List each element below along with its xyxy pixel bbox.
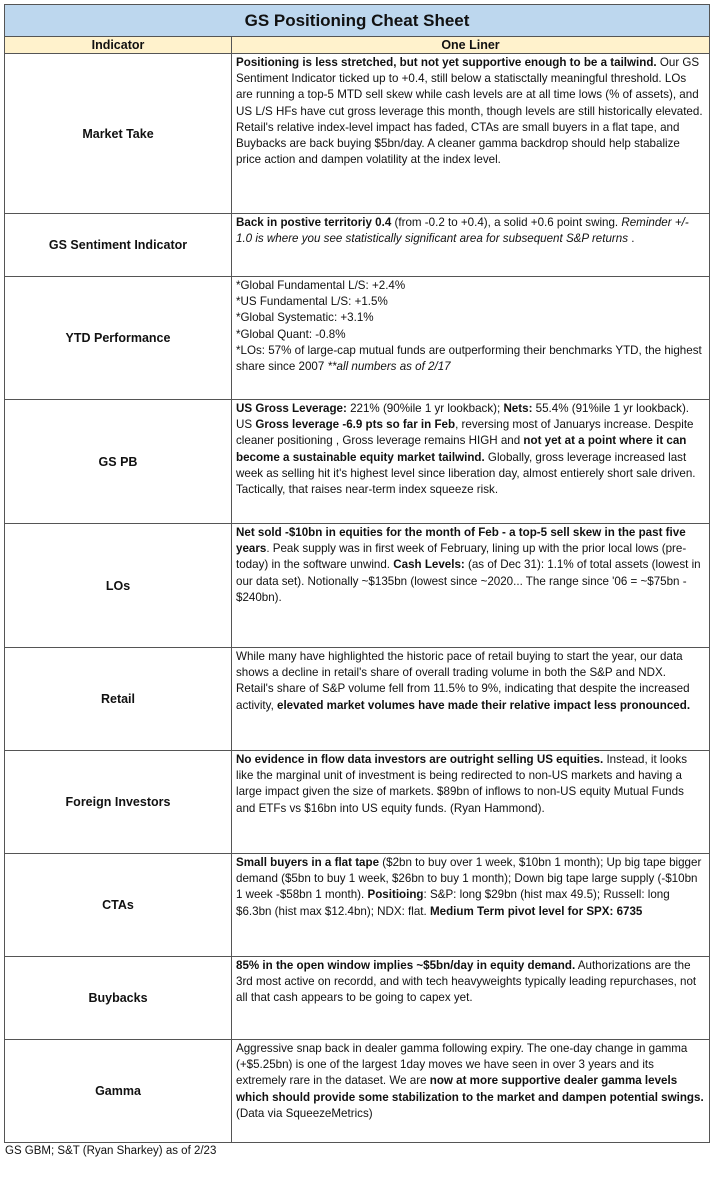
one-liner-segment: . Peak supply was in first week of February, lining up with the prior local lows (pre-today) in the software unwind.: [236, 542, 687, 572]
one-liner-text: [232, 400, 710, 524]
indicator-column-header: Indicator: [5, 37, 232, 54]
one-liner-segment: US Gross Leverage:: [236, 402, 347, 415]
one-liner-segment: (as of Dec 31): 1.1% of total assets (lowest in our data set). Notionally ~$135bn (lowest since ~2020... The range since '06 = ~$75bn - $240bn).: [236, 558, 701, 604]
one-liner-segment: Nets:: [503, 402, 533, 415]
table-row: [5, 400, 710, 524]
one-liner-text: [232, 214, 710, 277]
one-liner-segment: Despite: [654, 418, 694, 432]
one-liner-text: [232, 524, 710, 648]
one-liner-segment: Back in postive territoriy 0.4: [236, 216, 392, 229]
one-liner-column-header: One Liner: [232, 37, 710, 54]
source-footer: GS GBM; S&T (Ryan Sharkey) as of 2/23: [5, 1145, 217, 1157]
table-row: [5, 957, 710, 1040]
one-liner-segment: Medium Term pivot level for SPX: 6735: [429, 904, 643, 918]
indicator-name: Foreign Investors: [5, 751, 232, 854]
one-liner-segment: Aggressive snap back in dealer gamma following expiry. The one-day change in gamma (+$5.25bn) is one of the largest 1day moves we have seen in over 3 years and its extremely rare in the dataset. We are: [236, 1042, 688, 1088]
table-row: [5, 277, 710, 400]
indicator-name: CTAs: [5, 854, 232, 957]
indicator-name: Buybacks: [5, 957, 232, 1040]
one-liner-segment: *Global Fundamental L/S: +2.4%: [236, 279, 406, 292]
one-liner-segment: Gross leverage -6.9 pts so far in Feb: [255, 418, 456, 432]
one-liner-segment: Globally, gross leverage increased last week as selling hit it's highest level since liberation day, almost entierely short sale driven. Tactically, that raises near-term index squeeze risk.: [236, 450, 696, 497]
one-liner-segment: *Global Systematic: +3.1%: [236, 311, 374, 325]
one-liner-segment: cleaner positioning , Gross leverage remains HIGH and: [236, 434, 524, 448]
table-row: [5, 854, 710, 957]
one-liner-segment: 55.4% (91%ile 1 yr lookback). US: [236, 402, 690, 432]
indicator-name: GS Sentiment Indicator: [5, 214, 232, 277]
indicator-name: YTD Performance: [5, 277, 232, 400]
one-liner-text: [232, 854, 710, 957]
one-liner-segment: Reminder +/- 1.0 is where you see statistically significant area for subsequent S&P returns: [236, 216, 689, 246]
one-liner-segment: Small buyers in a flat tape: [236, 856, 380, 869]
one-liner-segment: : S&P: long $29bn (hist max 49.5); Russell: long $6.3bn (hist max $12.4bn); NDX: flat.: [236, 888, 670, 918]
table-body: [5, 54, 710, 1143]
table-row: [5, 648, 710, 751]
one-liner-segment: , reversing most of Januarys increase.: [455, 418, 655, 432]
one-liner-segment: not yet at a point where it can become a sustainable equity market tailwind.: [236, 434, 687, 464]
one-liner-text: [232, 1040, 710, 1143]
one-liner-segment: *Global Quant: -0.8%: [236, 327, 346, 341]
one-liner-segment: Positioning is less stretched, but not yet supportive enough to be a tailwind.: [236, 56, 657, 69]
one-liner-segment: **all numbers as of 2/17: [327, 360, 451, 374]
one-liner-segment: .: [628, 232, 635, 246]
indicator-name: Retail: [5, 648, 232, 751]
indicator-name: Gamma: [5, 1040, 232, 1143]
one-liner-text: [232, 54, 710, 214]
one-liner-segment: elevated market volumes have made their relative impact less pronounced.: [277, 698, 691, 712]
cheat-sheet: [4, 4, 709, 1157]
table-row: [5, 1040, 710, 1143]
table-row: [5, 214, 710, 277]
one-liner-segment: Cash Levels:: [393, 558, 465, 572]
one-liner-text: [232, 751, 710, 854]
one-liner-segment: Positioing: [367, 888, 424, 902]
one-liner-segment: Authorizations are the 3rd most active on recordd, and with tech heavyweights typically leading repurchases, not all that cash appears to be going to capex yet.: [236, 959, 697, 1005]
one-liner-segment: 85% in the open window implies ~$5bn/day in equity demand.: [236, 959, 576, 972]
one-liner-text: [232, 957, 710, 1040]
one-liner-segment: 221% (90%ile 1 yr lookback);: [346, 402, 504, 415]
one-liner-text: [232, 648, 710, 751]
table-row: [5, 54, 710, 214]
one-liner-segment: (from -0.2 to +0.4), a solid +0.6 point swing.: [391, 216, 622, 229]
sheet-title: GS Positioning Cheat Sheet: [5, 5, 710, 37]
indicator-name: Market Take: [5, 54, 232, 214]
one-liner-segment: Net sold -$10bn in equities for the month of Feb - a top-5 sell skew in the past five years: [236, 526, 686, 556]
indicator-name: GS PB: [5, 400, 232, 524]
one-liner-segment: *US Fundamental L/S: +1.5%: [236, 295, 388, 309]
one-liner-segment: No evidence in flow data investors are outright selling US equities.: [236, 753, 604, 766]
one-liner-segment: Our GS Sentiment Indicator ticked up to +0.4, still below a statisctally meaningful threshold. LOs are running a top-5 MTD sell skew while cash levels are at all time lows (% of assets), and US L/S HFs have cut gross leverage this month, though levels are still historically elevated. Retail's relative index-level impact has faded, CTAs are small buyers in a flat tape, and Buybacks are back buying $5bn/day. A cleaner gamma backdrop should help stabalize price action and dampen volatility at the index level.: [236, 56, 703, 167]
one-liner-segment: *LOs: 57% of large-cap mutual funds are outperforming their benchmarks YTD, the highest share since 2007: [236, 343, 702, 374]
one-liner-segment: While many have highlighted the historic pace of retail buying to start the year, our data shows a decline in retail's share of overall trading volume in both the S&P and NDX. Retail's share of S&P volume fell from 11.5% to 9%, indicating that despite the increased activity,: [236, 650, 690, 712]
one-liner-segment: ($2bn to buy over 1 week, $10bn 1 month); Up big tape bigger demand ($5bn to buy 1 week, $26bn to buy 1 month); Down big tape large supply (-$10bn 1 week -$58bn 1 month).: [236, 856, 702, 902]
positioning-table: [4, 4, 710, 1143]
one-liner-segment: now at more supportive dealer gamma levels which should provide some stabilization to the market and dampen potential swings.: [236, 1074, 704, 1104]
table-row: [5, 751, 710, 854]
table-row: [5, 524, 710, 648]
one-liner-segment: (Data via SqueezeMetrics): [236, 1106, 373, 1120]
one-liner-segment: Instead, it looks like the marginal unit of investment is being redirected to non-US markets and having a large impact given the size of markets. $89bn of inflows to non-US equity Mutual Funds and ETFs vs $16bn into US equity funds. (Ryan Hammond).: [236, 753, 687, 815]
indicator-name: LOs: [5, 524, 232, 648]
one-liner-text: [232, 277, 710, 400]
